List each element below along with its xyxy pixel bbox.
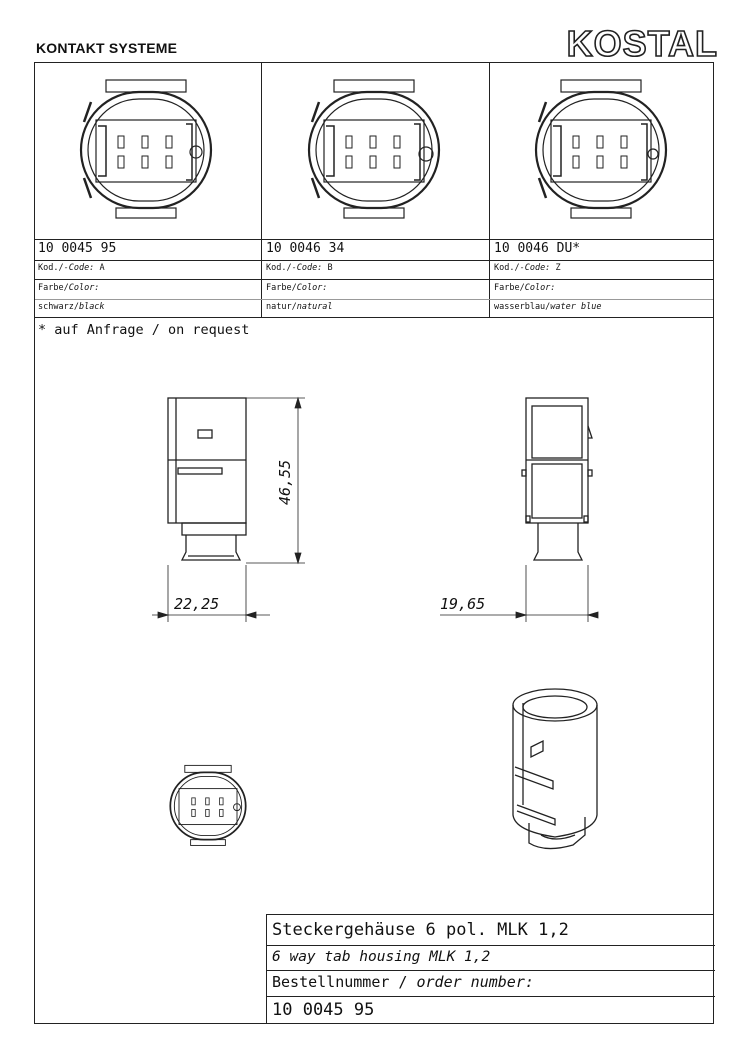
isometric-view: [495, 685, 625, 865]
on-request-note: * auf Anfrage / on request: [38, 322, 250, 338]
table-divider: [35, 279, 713, 280]
face-view-z: [536, 80, 666, 218]
color-z: wasserblau/water blue: [494, 302, 602, 312]
table-divider: [35, 260, 713, 261]
part-number-z: 10 0046 DU*: [494, 241, 581, 256]
order-number: 10 0045 95: [272, 1000, 375, 1020]
front-width-dimension: 22,25: [174, 595, 220, 613]
order-number-label: Bestellnummer / order number:: [272, 973, 534, 991]
title-en: 6 way tab housing MLK 1,2: [272, 949, 491, 965]
color-label-z: Farbe/Color:: [494, 283, 556, 293]
color-label-a: Farbe/Color:: [38, 283, 100, 293]
code-a: Kod./-Code: A: [38, 263, 105, 273]
code-b: Kod./-Code: B: [266, 263, 333, 273]
part-number-b: 10 0046 34: [266, 241, 345, 256]
table-divider: [35, 299, 713, 300]
color-a: schwarz/black: [38, 302, 105, 312]
color-label-b: Farbe/Color:: [266, 283, 328, 293]
table-divider: [35, 317, 713, 318]
color-b: natur/natural: [266, 302, 333, 312]
company-label: KONTAKT SYSTEME: [36, 40, 178, 56]
side-width-dimension: 19,65: [440, 595, 486, 613]
title-de: Steckergehäuse 6 pol. MLK 1,2: [272, 920, 569, 940]
height-dimension: 46,55: [276, 459, 294, 505]
code-z: Kod./-Code: Z: [494, 263, 561, 273]
front-view-drawing: [140, 390, 320, 630]
part-number-a: 10 0045 95: [38, 241, 117, 256]
kostal-logo: [560, 22, 720, 62]
small-face-view: [160, 768, 260, 848]
logo-text: KOSTAL: [566, 23, 718, 64]
face-view-b: [309, 80, 439, 218]
side-view-drawing: [420, 390, 610, 630]
variant-face-views: [34, 62, 714, 242]
face-view-a: [81, 80, 211, 218]
